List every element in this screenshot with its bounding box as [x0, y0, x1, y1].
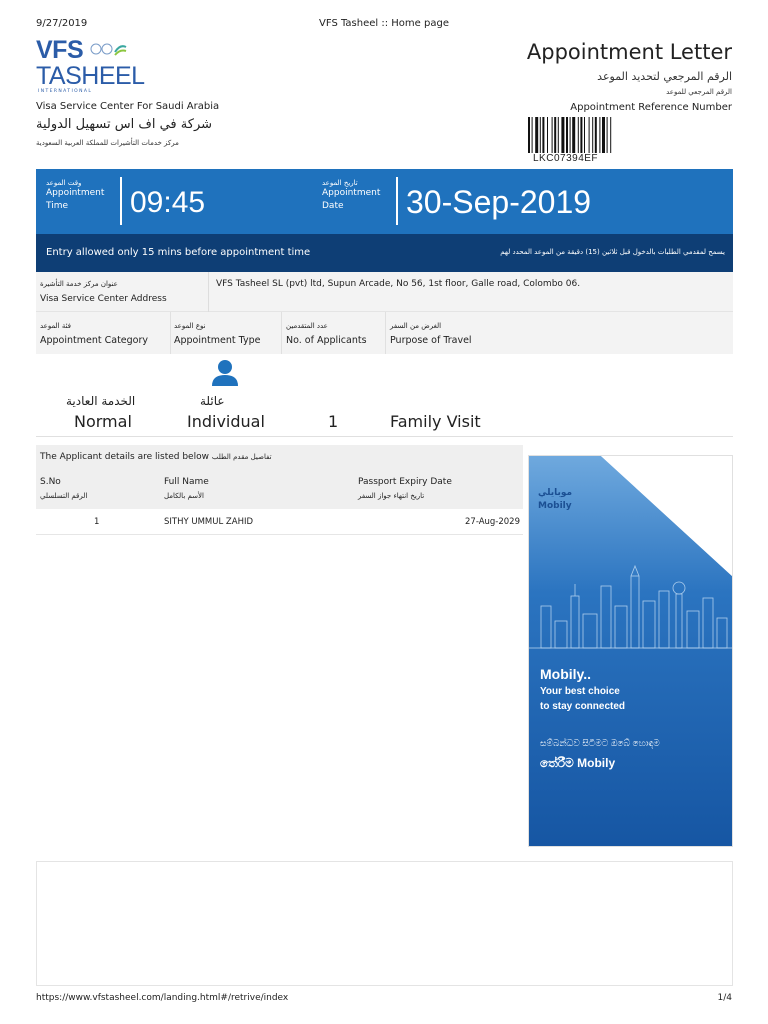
- print-header: [0, 18, 768, 32]
- time-label: [46, 179, 104, 213]
- ref-number: LKC07394EF: [533, 153, 599, 164]
- print-title: VFS Tasheel :: Home page: [319, 18, 449, 29]
- logo-tasheel-text: TASHEEL: [36, 62, 145, 90]
- time-divider: [120, 177, 122, 225]
- purpose-label-ar: الغرض من السفر: [390, 322, 442, 330]
- address-label-ar: عنوان مركز خدمة التأشيرة: [40, 280, 118, 288]
- address-value: VFS Tasheel SL (pvt) ltd, Supun Arcade, No 56, 1st floor, Galle road, Colombo 06.: [216, 279, 581, 289]
- col-name-label: Full Name: [164, 477, 209, 487]
- category-values-row: [36, 354, 733, 437]
- date-label-en-2: Date: [322, 201, 344, 211]
- category-value-ar: الخدمة العادية: [66, 394, 136, 408]
- ad-sinhala-2: තේරීම Mobily: [540, 756, 616, 770]
- ref-label-en: Appointment Reference Number: [570, 102, 732, 113]
- time-label-en-2: Time: [46, 201, 69, 211]
- col-sno-label-ar: الرقم التسلسلي: [40, 492, 88, 500]
- barcode-image: [528, 117, 660, 153]
- ad-brand-en: Mobily: [538, 501, 572, 511]
- print-date: 9/27/2019: [36, 18, 88, 29]
- type-label-en: Appointment Type: [174, 335, 261, 346]
- purpose-label-en: Purpose of Travel: [390, 335, 472, 346]
- page-title: Appointment Letter: [526, 40, 732, 64]
- ref-label-ar: الرقم المرجعي لتحديد الموعد: [597, 70, 732, 83]
- type-header: [170, 312, 280, 354]
- date-label-en-1: Appointment: [322, 188, 381, 198]
- applicant-passport-expiry: 27-Aug-2029: [465, 517, 520, 527]
- appointment-date: 30-Sep-2019: [406, 184, 592, 220]
- col-expiry-label: Passport Expiry Date: [358, 477, 452, 487]
- ref-label-ar-small: الرقم المرجعي للموعد: [666, 88, 732, 96]
- ad-sinhala-1: සම්බන්ධව සිටීමට ඔබේ හොඳම: [540, 738, 660, 748]
- logo-international-text: INTERNATIONAL: [38, 89, 93, 94]
- category-header-row: [36, 312, 733, 354]
- purpose-value: Family Visit: [390, 412, 481, 431]
- applicant-sno: 1: [94, 517, 100, 527]
- page-number: 1/4: [717, 993, 732, 1003]
- ad-banner: [529, 456, 732, 846]
- person-icon: [210, 358, 240, 386]
- applicant-header: [36, 445, 523, 509]
- applicants-header: [282, 312, 386, 354]
- ad-background-image: [529, 456, 732, 846]
- entry-notice-ar: يسمح لمقدمي الطلبات بالدخول قبل ثلاثين (15) دقيقة من الموعد المحدد لهم: [500, 248, 725, 256]
- entry-notice-en: Entry allowed only 15 mins before appointment time: [46, 247, 311, 258]
- applicants-label-en: No. of Applicants: [286, 335, 367, 346]
- applicants-value: 1: [328, 412, 339, 431]
- category-value: Normal: [74, 412, 132, 431]
- print-url: https://www.vfstasheel.com/landing.html#/retrive/index: [36, 993, 289, 1003]
- address-label-en: Visa Service Center Address: [40, 294, 167, 304]
- col-expiry-label-ar: تاريخ انتهاء جواز السفر: [358, 492, 425, 500]
- logo-emblem-icon: [88, 40, 128, 58]
- applicant-intro-ar: تفاصيل مقدم الطلب: [211, 453, 272, 461]
- time-label-en-1: Appointment: [46, 188, 105, 198]
- date-divider: [396, 177, 398, 225]
- category-header: [36, 312, 170, 354]
- category-label-ar: فئة الموعد: [40, 322, 72, 330]
- applicants-label-ar: عدد المتقدمين: [286, 322, 328, 330]
- empty-content-box: [36, 861, 733, 986]
- time-label-ar: وقت الموعد: [46, 179, 82, 187]
- applicant-intro-en: The Applicant details are listed below: [40, 452, 209, 462]
- date-label: [322, 179, 380, 213]
- ad-headline: Mobily..: [540, 666, 592, 682]
- col-name-label-ar: الأسم بالكامل: [164, 492, 204, 500]
- type-label-ar: نوع الموعد: [174, 322, 206, 330]
- category-label-en: Appointment Category: [40, 335, 149, 346]
- center-name-ar: شركة في اف اس تسهيل الدولية: [36, 117, 213, 132]
- date-label-ar: تاريخ الموعد: [322, 179, 358, 187]
- col-sno-label: S.No: [40, 477, 61, 487]
- ad-tagline-2: to stay connected: [540, 701, 626, 712]
- purpose-header: [386, 312, 733, 354]
- entry-notice: [36, 234, 733, 272]
- ad-brand-ar: موبايلي: [538, 488, 573, 498]
- center-name-en: Visa Service Center For Saudi Arabia: [36, 101, 220, 112]
- table-row: [36, 509, 523, 535]
- address-row: [36, 272, 733, 312]
- ad-tagline-1: Your best choice: [540, 686, 620, 697]
- mobily-advertisement[interactable]: [528, 455, 733, 847]
- applicant-name: SITHY UMMUL ZAHID: [164, 517, 254, 527]
- center-sub-ar: مركز خدمات التأشيرات للمملكة العربية السعودية: [36, 139, 179, 147]
- type-value: Individual: [187, 412, 265, 431]
- address-divider: [208, 272, 209, 312]
- type-value-ar: عائلة: [200, 394, 225, 408]
- applicant-details: [36, 445, 523, 535]
- logo-vfs-text: VFS: [36, 36, 84, 64]
- appointment-band: [36, 169, 733, 234]
- appointment-time: 09:45: [130, 186, 206, 219]
- vfs-tasheel-logo: [36, 36, 146, 96]
- applicant-intro: [40, 452, 272, 462]
